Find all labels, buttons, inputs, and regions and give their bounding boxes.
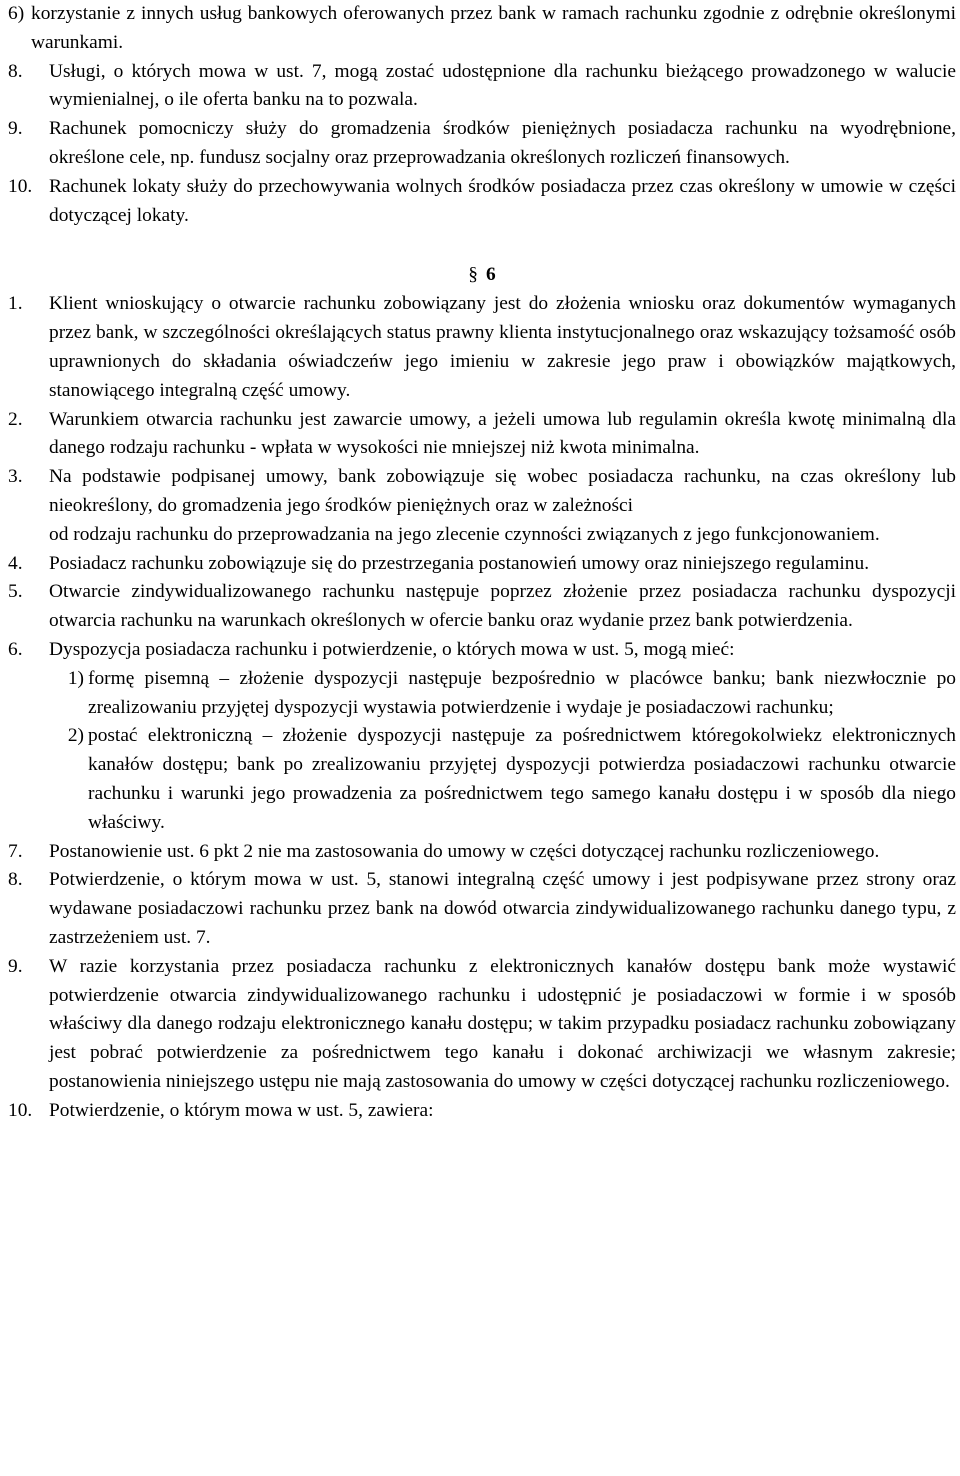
list-item [8,463,956,549]
section-sign: § [468,264,478,286]
item-number: 3. [8,466,23,488]
sub-item-text: formę pisemną – złożenie dyspozycji następuje bezpośrednio w placówce banku; bank niezwłocznie po zrealizowaniu przyjętej dyspozycji wystawia potwierdzenie i wydaje je posiadaczowi rachunku; [88,667,956,718]
item-number: 10. [8,175,33,197]
item-number: 1. [8,293,23,315]
item-text-continuation: od rodzaju rachunku do przeprowadzania na jego zlecenie czynności związanych z jego funkcjonowaniem. [49,523,880,545]
list-item [8,636,956,665]
item-text: Posiadacz rachunku zobowiązuje się do przestrzegania postanowień umowy oraz niniejszego regulaminu. [49,552,870,574]
item-number: 7. [8,840,23,862]
sub-list [56,665,956,838]
section-heading [8,260,956,290]
sub-list-item [56,665,956,723]
item-text: Postanowienie ust. 6 pkt 2 nie ma zastosowania do umowy w części dotyczącej rachunku rozliczeniowego. [49,840,880,862]
item-number: 10. [8,1099,33,1121]
list-item [8,290,956,405]
item-number: 2. [8,408,23,430]
spacer [8,230,956,260]
sub-item-number: 2) [67,725,84,747]
item-number: 6. [8,638,23,660]
item-number: 6) [8,3,25,24]
list-item [8,0,956,58]
sub-list-item [56,722,956,837]
list-item [8,953,956,1097]
list-item [8,550,956,579]
list-item [8,1097,956,1126]
list-item [8,406,956,464]
list-item [8,173,956,231]
sub-item-number: 1) [67,667,84,689]
item-text: Potwierdzenie, o którym mowa w ust. 5, stanowi integralną część umowy i jest podpisywane przez strony oraz wydawane posiadaczowi rachunku przez bank na dowód otwarcia zindywidualizowanego rachunku danego typu, z zastrzeżeniem ust. 7. [49,869,956,948]
item-text: Klient wnioskujący o otwarcie rachunku zobowiązany jest do złożenia wniosku oraz dokumentów wymaganych przez bank, w szczególności określających status prawny klienta instytucjonalnego oraz wskazujący tożsamość osób uprawnionych do składania oświadczeńw jego imieniu w zakresie jego praw i obowiązków majątkowych, stanowiącego integralną część umowy. [49,293,956,401]
list-item [8,866,956,952]
list-item [8,58,956,116]
item-number: 9. [8,955,23,977]
item-number: 4. [8,552,23,574]
section-number: 6 [486,264,496,286]
item-number: 9. [8,118,23,140]
item-number: 8. [8,60,23,82]
item-number: 5. [8,581,23,603]
item-text: Dyspozycja posiadacza rachunku i potwierdzenie, o których mowa w ust. 5, mogą mieć: [49,638,735,660]
item-text: Usługi, o których mowa w ust. 7, mogą zostać udostępnione dla rachunku bieżącego prowadzonego w walucie wymienialnej, o ile oferta banku na to pozwala. [49,60,956,111]
item-text: Rachunek pomocniczy służy do gromadzenia środków pieniężnych posiadacza rachunku na wyodrębnione, określone cele, np. fundusz socjalny oraz przeprowadzania określonych rozliczeń finansowych. [49,118,956,168]
list-item [8,838,956,867]
item-text: Na podstawie podpisanej umowy, bank zobowiązuje się wobec posiadacza rachunku, na czas określony lub nieokreślony, do gromadzenia jego środków pieniężnych oraz w zależności [49,466,956,516]
item-text: Potwierdzenie, o którym mowa w ust. 5, zawiera: [49,1099,434,1121]
item-text: W razie korzystania przez posiadacza rachunku z elektronicznych kanałów dostępu bank może wystawić potwierdzenie otwarcia zindywidualizowanego rachunku i udostępnić je posiadaczowi w formie i w sposób właściwy dla danego rodzaju elektronicznego kanału dostępu; w takim przypadku posiadacz rachunku zobowiązany jest pobrać potwierdzenie za pośrednictwem tego kanału i dokonać archiwizacji we własnym zakresie; postanowienia niniejszego ustępu nie mają zastosowania do umowy w części dotyczącej rachunku rozliczeniowego. [49,955,956,1092]
item-text: korzystanie z innych usług bankowych oferowanych przez bank w ramach rachunku zgodnie z odrębnie określonymi warunkami. [31,3,956,53]
sub-item-text: postać elektroniczną – złożenie dyspozycji następuje za pośrednictwem któregokolwiekz elektronicznych kanałów dostępu; bank po zrealizowaniu przyjętej dyspozycji potwierdza posiadaczowi rachunku otwarcie rachunku i warunki jego prowadzenia za pośrednictwem tego samego kanału dostępu i w sposób dla niego właściwy. [88,725,956,833]
item-number: 8. [8,869,23,891]
item-text: Rachunek lokaty służy do przechowywania wolnych środków posiadacza przez czas określony w umowie w części dotyczącej lokaty. [49,175,956,226]
list-item [8,578,956,636]
item-text: Warunkiem otwarcia rachunku jest zawarcie umowy, a jeżeli umowa lub regulamin określa kwotę minimalną dla danego rodzaju rachunku - wpłata w wysokości nie mniejszej niż kwota minimalna. [49,408,956,459]
item-text-block [49,463,956,549]
item-text: Otwarcie zindywidualizowanego rachunku następuje poprzez złożenie przez posiadacza rachunku dyspozycji otwarcia rachunku na warunkach określonych w ofercie banku oraz wydanie przez bank potwierdzenia. [49,581,956,632]
list-item [8,115,956,173]
